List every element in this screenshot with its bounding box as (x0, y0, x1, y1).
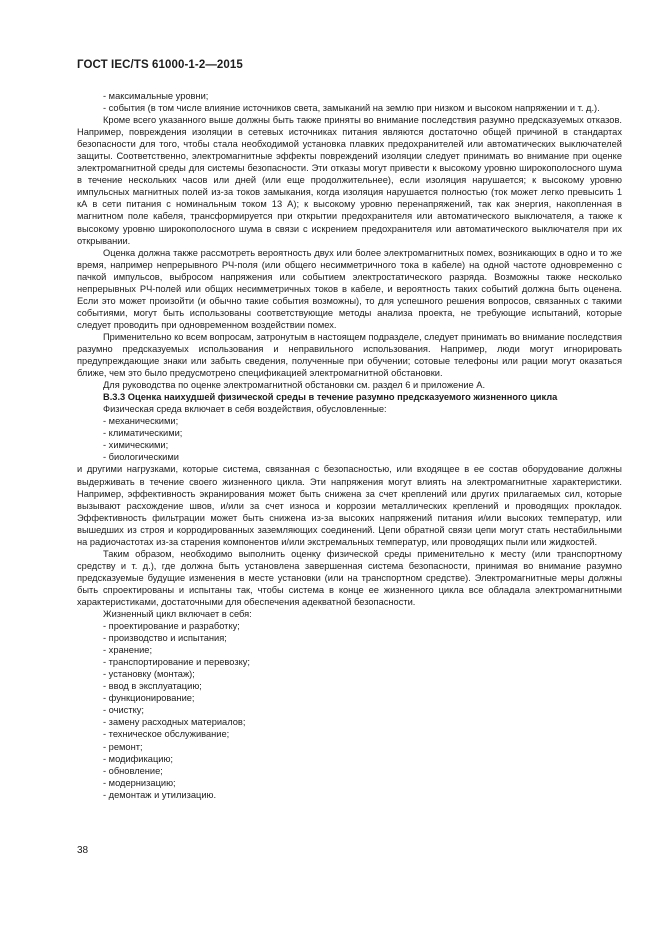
paragraph-guidance-reference: Для руководства по оценке электромагнитной обстановки см. раздел 6 и приложение А. (103, 380, 486, 391)
list-item: - ввод в эксплуатацию; (103, 681, 202, 692)
page-number: 38 (77, 845, 89, 856)
list-item: - максимальные уровни; (103, 91, 209, 101)
document-body (77, 90, 622, 801)
list-item-events: - события (в том числе влияние источников света, замыканий на землю при низком и высоком напряжении и т. д.). (103, 103, 600, 114)
lifecycle-intro: Жизненный цикл включает в себя: (103, 609, 252, 620)
list-item: - модификацию; (103, 753, 174, 764)
list-item: - обновление; (103, 765, 163, 776)
list-item: - транспортирование и перевозку; (103, 657, 250, 668)
list-item: - климатическими; (103, 428, 183, 439)
list-item: - проектирование и разработку; (103, 621, 240, 632)
paragraph-loads: и другими нагрузками, которые система, связанная с безопасностью, или входящее в ее состав оборудование должны выдерживать в течение своего жизненного цикла. Эти напряжения могут влиять на электромагнитные характеристики. Например, эффективность экранирования может быть снижена за счет креплений или других прилагаемых сил, которые вызывают расхождение швов, и/или за счет износа и коррозии металлических креплений и проводящих прокладок. Эффективность фильтрации может быть снижена из-за высоких напряжений питания и/или высоких температур, или вышедших из строя и корродированных заземляющих соединений. Цепи обратной связи цепи могут стать нестабильными на радиочастотах из-за старения компонентов и/или экстремальных температур, или проводящих пыли или жидкостей. (77, 464, 622, 547)
list-item: - механическими; (103, 416, 179, 427)
list-item: - биологическими (103, 452, 179, 463)
list-item: - хранение; (103, 645, 153, 656)
list-item: - химическими; (103, 440, 169, 451)
paragraph-failures: Кроме всего указанного выше должны быть также приняты во внимание последствия разумно предсказуемых отказов. Например, повреждения изоляции в сетевых источниках питания являются достаточно общей причиной в стандартах безопасности для того, чтобы стала необходимой установка плавких предохранителей или автоматических выключателей защиты. Соответственно, электромагнитные эффекты повреждений изоляции следует принимать во внимание при оценке электромагнитной среды для системы безопасности. Эти отказы могут привести к высокому уровню широкополосного шума в течение нескольких часов или дней (или еще продолжительнее), если изоляция нарушается; к высокому уровню импульсных магнитных полей из-за токов замыкания, когда изоляция нарушается полностью (ток может легко превысить 1 кА в сети питания с номинальным током 13 А); к высокому уровню перенапряжений, так как энергия, накопленная в магнитном поле кабеля, трансформируется при открытии предохранителя или автоматического выключателя, а также к высокому уровню широкополосного шума в связи с искрением предохранителя или автоматического выключателя при их открывании. (77, 115, 622, 246)
list-item: - производство и испытания; (103, 633, 227, 644)
list-item: - техническое обслуживание; (103, 729, 230, 740)
section-heading: В.3.3 Оценка наихудшей физической среды в течение разумно предсказуемого жизненного цикла (103, 392, 558, 403)
document-header: ГОСТ IEC/TS 61000-1-2—2015 (77, 59, 243, 71)
paragraph-assessment: Таким образом, необходимо выполнить оценку физической среды применительно к месту (или транспортному средству и т. д.), где должна быть установлена завершенная система безопасности, принимая во внимание разумно предсказуемые будущие изменения в месте установки (или на транспортном средстве). Электромагнитные меры должны быть спроектированы и испытаны так, чтобы система в конце ее жизненного цикла все обладала электромагнитными характеристиками, достаточными для обеспечения адекватной безопасности. (77, 548, 622, 607)
list-item: - модернизацию; (103, 777, 176, 788)
list-item: - функционирование; (103, 693, 195, 704)
list-item: - установку (монтаж); (103, 669, 195, 680)
list-item: - ремонт; (103, 741, 143, 752)
physical-environment-intro: Физическая среда включает в себя воздействия, обусловленные: (103, 404, 387, 415)
paragraph-simultaneous-disturbances: Оценка должна также рассмотреть вероятность двух или более электромагнитных помех, возникающих в одно и то же время, например непрерывного РЧ-поля (или общего несимметричного тока в кабеле) на одной частоте одновременно с пачкой импульсов, выбросом напряжения или событием электростатического разряда. Возможны также несколько непрерывных РЧ-полей или общих несимметричных токов в кабеле, и вероятность таких событий должна быть оценена. Если это может произойти (и обычно такие события возможны), то для успешного решения вопросов, связанных с такими событиями, могут быть использованы соответствующие методы анализа проекта, не требующие испытаний, которые следует проводить при одновременном воздействии помех. (77, 247, 622, 330)
paragraph-misuse: Применительно ко всем вопросам, затронутым в настоящем подразделе, следует принимать во внимание последствия разумно предсказуемых использования и неправильного использования. Например, люди могут игнорировать предупреждающие знаки или забыть сведения, полученные при обучении; сотовые телефоны или рации могут оказаться ближе, чем это было предусмотрено спецификацией электромагнитной обстановки. (77, 331, 622, 379)
list-item: - замену расходных материалов; (103, 717, 246, 728)
list-item: - очистку; (103, 705, 144, 716)
list-item: - демонтаж и утилизацию. (103, 789, 217, 800)
